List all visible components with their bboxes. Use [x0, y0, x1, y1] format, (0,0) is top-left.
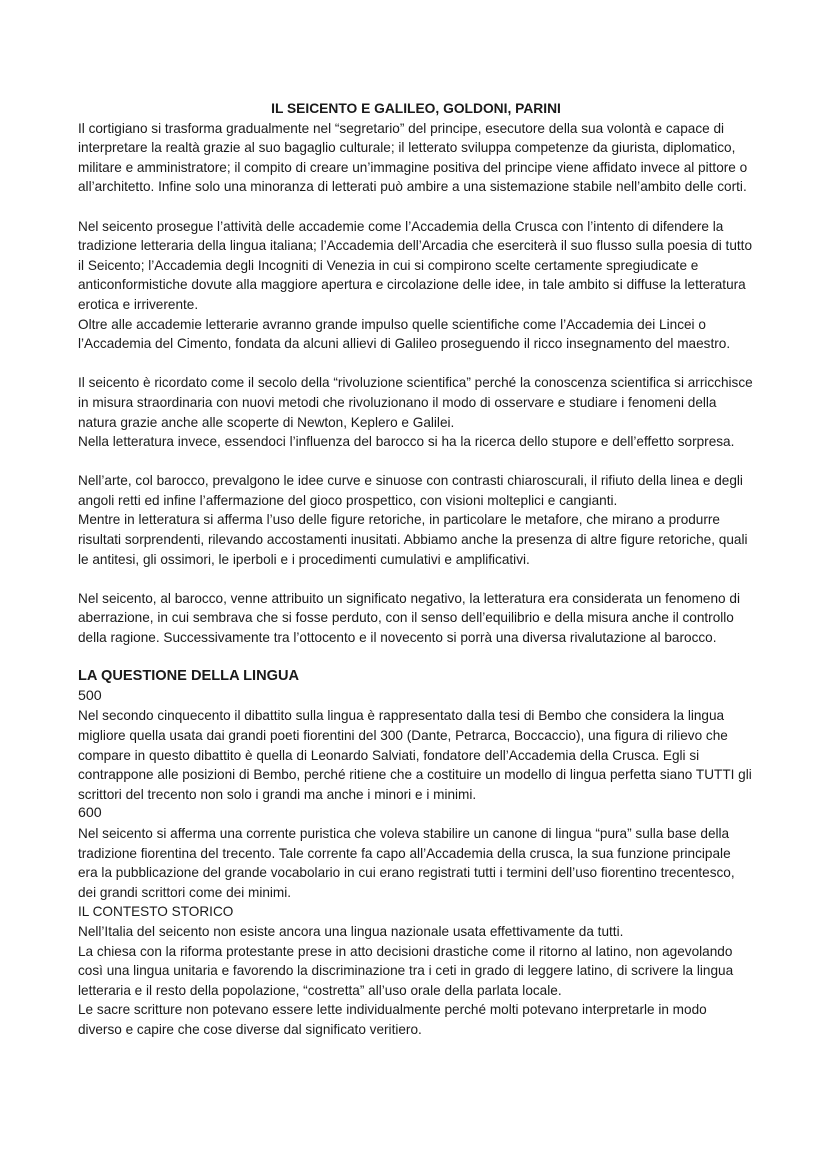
paragraph-context-3: Le sacre scritture non potevano essere lette individualmente perché molti potevano interpretarle in modo diverso e capire che cose diverse dal significato veritiero.: [78, 1002, 707, 1037]
document-title: IL SEICENTO E GALILEO, GOLDONI, PARINI: [271, 101, 561, 116]
context-heading: IL CONTESTO STORICO: [78, 904, 234, 920]
year-label-500: 500: [78, 687, 102, 704]
paragraph-cinquecento: Nel secondo cinquecento il dibattito sulla lingua è rappresentato dalla tesi di Bembo che considera la lingua migliore quella usata dai grandi poeti fiorentini del 300 (Dante, Petrarca, Boccaccio), una figura di rilievo che compare in questo dibattito è quella di Leonardo Salviati, fondatore dell’Accademia della Crusca. Egli si contrappone alle posizioni di Bembo, perché ritiene che a costituire un modello di lingua perfetta siano TUTTI gli scrittori del trecento non solo i grandi ma anche i minori e i minimi.: [78, 708, 752, 802]
paragraph-figure-retoriche: Mentre in letteratura si afferma l’uso delle figure retoriche, in particolare le metafore, che mirano a produrre risultati sorprendenti, rilevando accostamenti inusitati. Abbiamo anche la presenza di altre figure retoriche, quali le antitesi, gli ossimori, le iperboli e i procedimenti cumulativi e amplificativi.: [78, 512, 748, 567]
paragraph-context-2: La chiesa con la riforma protestante prese in atto decisioni drastiche come il ritorno al latino, non agevolando così una lingua unitaria e favorendo la discriminazione tra i ceti in grado di leggere latino, di scrivere la lingua letteraria e il resto della popolazione, “costretta” all’uso orale della parlata locale.: [78, 943, 734, 998]
paragraph-cortigiano: Il cortigiano si trasforma gradualmente nel “segretario” del principe, esecutore della sua volontà e capace di interpretare la realtà grazie al suo bagaglio culturale; il letterato sviluppa competenze da giurista, diplomatico, militare e amministratore; il compito di creare un’immagine positiva del principe viene affidato invece al pittore o all’architetto. Infine solo una minoranza di letterati può ambire a una sistemazione stabile nell’ambito delle corti.: [78, 120, 748, 195]
paragraph-accademie: Nel seicento prosegue l’attività delle accademie come l’Accademia della Crusca con l’intento di difendere la tradizione letteraria della lingua italiana; l’Accademia dell’Arcadia che eserciterà il suo flusso sulla poesia di tutto il Seicento; l’Accademia degli Incogniti di Venezia in cui si compirono scelte certamente spregiudicate e anticonformistiche dovute alla maggiore apertura e circolazione delle idee, in tale ambito si diffuse la letteratura erotica e irriverente.: [78, 218, 753, 312]
paragraph-arte-barocco: Nell’arte, col barocco, prevalgono le idee curve e sinuose con contrasti chiaroscurali, il rifiuto della linea e degli angoli retti ed infine l’affermazione del gioco prospettico, con visioni molteplici e cangianti.: [78, 473, 743, 508]
paragraph-gap: [78, 648, 754, 668]
paragraph-gap: [78, 569, 754, 589]
paragraph-rivoluzione-scientifica: Il seicento è ricordato come il secolo della “rivoluzione scientifica” perché la conoscenza scientifica si arricchisce in misura straordinaria con nuovi metodi che rivoluzionano il modo di osservare e studiare i fenomeni della natura grazie anche alle scoperte di Newton, Keplero e Galilei.: [78, 375, 753, 430]
paragraph-significato-negativo: Nel seicento, al barocco, venne attribuito un significato negativo, la letteratura era considerata un fenomeno di aberrazione, in cui sembrava che si fosse perduto, con il senso dell’equilibrio e della misura anche il controllo della ragione. Successivamente tra l’ottocento e il novecento si porrà una diversa rivalutazione al barocco.: [78, 590, 740, 646]
year-label-600: 600: [78, 805, 102, 822]
paragraph-accademie-scientifiche: Oltre alle accademie letterarie avranno grande impulso quelle scientifiche come l’Accademia dei Lincei o l’Accademia del Cimento, fondata da alcuni allievi di Galileo proseguendo il ricco insegnamento del maestro.: [78, 316, 731, 352]
paragraph-gap: [78, 354, 754, 374]
paragraph-context-1: Nell’Italia del seicento non esiste ancora una lingua nazionale usata effettivamente da tutti.: [78, 923, 624, 939]
paragraph-gap: [78, 452, 754, 472]
paragraph-seicento-purismo: Nel seicento si afferma una corrente puristica che voleva stabilire un canone di lingua “pura” sulla base della tradizione fiorentina del trecento. Tale corrente fa capo all’Accademia della crusca, la sua funzione principale era la pubblicazione del grande vocabolario in cui erano registrati tutti i termini dell’uso fiorentino trecentesco, dei grandi scrittori come dei minimi.: [78, 825, 735, 900]
paragraph-gap: [78, 197, 754, 217]
section-heading: LA QUESTIONE DELLA LINGUA: [78, 668, 300, 685]
paragraph-letteratura-barocco: Nella letteratura invece, essendoci l’influenza del barocco si ha la ricerca dello stupore e dell’effetto sorpresa.: [78, 434, 735, 450]
document-page: [78, 99, 754, 1040]
